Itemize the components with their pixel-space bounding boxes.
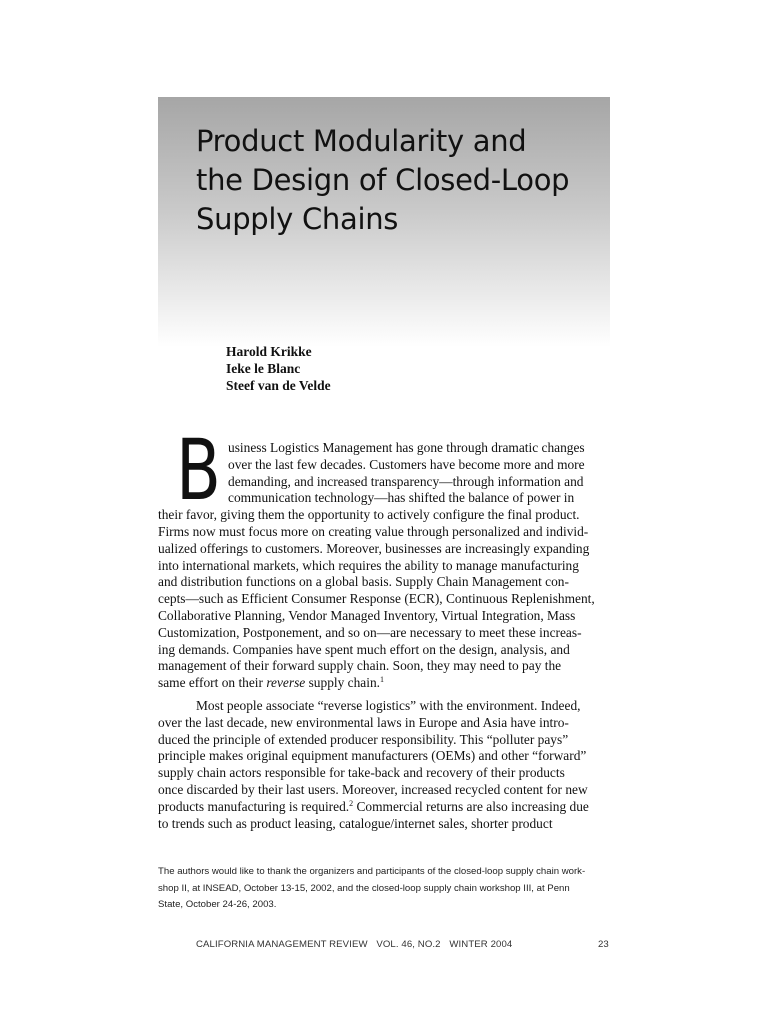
body-line: communication technology—has shifted the balance of power in xyxy=(228,490,575,506)
body-line: over the last few decades. Customers have become more and more xyxy=(228,456,585,472)
title-line: Product Modularity and xyxy=(196,124,527,158)
body-line: usiness Logistics Management has gone through dramatic changes xyxy=(228,440,585,455)
footnote-line: shop II, at INSEAD, October 13-15, 2002, and the closed-loop supply chain workshop III, at Penn xyxy=(158,882,570,894)
body-text-run: same effort on their xyxy=(158,675,267,691)
body-line: Customization, Postponement, and so on—are necessary to meet these increas- xyxy=(158,624,582,640)
journal-volume: VOL. 46, NO.2 xyxy=(376,939,441,950)
body-text-run: supply chain. xyxy=(305,675,381,691)
footnote-line: The authors would like to thank the organizers and participants of the closed-loop supply chain work- xyxy=(158,866,586,877)
footnote-line: State, October 24-26, 2003. xyxy=(158,899,277,910)
body-line xyxy=(158,675,610,692)
running-footer xyxy=(196,939,518,950)
body-line: ualized offerings to customers. Moreover, businesses are increasingly expanding xyxy=(158,540,590,556)
footnote-ref: 1 xyxy=(380,675,385,685)
body-line: principle makes original equipment manufacturers (OEMs) and other “forward” xyxy=(158,748,587,764)
journal-name: CALIFORNIA MANAGEMENT REVIEW xyxy=(196,939,368,950)
body-line: once discarded by their last users. Moreover, increased recycled content for new xyxy=(158,781,588,797)
body-line: to trends such as product leasing, catalogue/internet sales, shorter product xyxy=(158,815,553,831)
title-line: the Design of Closed-Loop xyxy=(196,163,570,197)
author-name: Harold Krikke xyxy=(226,344,312,359)
title-line: Supply Chains xyxy=(196,202,399,236)
article-body xyxy=(158,440,610,832)
body-line: and distribution functions on a global basis. Supply Chain Management con- xyxy=(158,574,569,590)
page-number: 23 xyxy=(598,939,609,950)
body-line: Most people associate “reverse logistics” with the environment. Indeed, xyxy=(196,697,581,713)
emphasis-text: reverse xyxy=(266,675,306,691)
footnote-ref: 2 xyxy=(349,798,354,808)
body-line: ing demands. Companies have spent much effort on the design, analysis, and xyxy=(158,641,570,657)
body-line xyxy=(158,799,610,816)
body-line: Firms now must focus more on creating value through personalized and individ- xyxy=(158,523,589,539)
body-text-run: Commercial returns are also increasing due xyxy=(353,798,589,814)
author-name: Ieke le Blanc xyxy=(226,361,301,376)
body-line: over the last decade, new environmental laws in Europe and Asia have intro- xyxy=(158,714,569,730)
body-line: management of their forward supply chain. Soon, they may need to pay the xyxy=(158,658,562,674)
body-line: duced the principle of extended producer responsibility. This “polluter pays” xyxy=(158,731,569,747)
body-line: cepts—such as Efficient Consumer Response (ECR), Continuous Replenishment, xyxy=(158,591,595,607)
body-line: supply chain actors responsible for take-back and recovery of their products xyxy=(158,765,565,781)
body-text-run: products manufacturing is required. xyxy=(158,798,350,814)
drop-cap: B xyxy=(176,421,221,519)
article-title xyxy=(196,122,596,239)
acknowledgement-footnote xyxy=(158,864,610,914)
journal-issue: WINTER 2004 xyxy=(449,939,513,950)
body-line: their favor, giving them the opportunity to actively configure the final product. xyxy=(158,507,580,523)
body-line: Collaborative Planning, Vendor Managed Inventory, Virtual Integration, Mass xyxy=(158,607,576,623)
author-name: Steef van de Velde xyxy=(226,378,331,393)
author-list xyxy=(226,343,331,394)
body-line: demanding, and increased transparency—through information and xyxy=(228,473,584,489)
body-line: into international markets, which requires the ability to manage manufacturing xyxy=(158,557,579,573)
